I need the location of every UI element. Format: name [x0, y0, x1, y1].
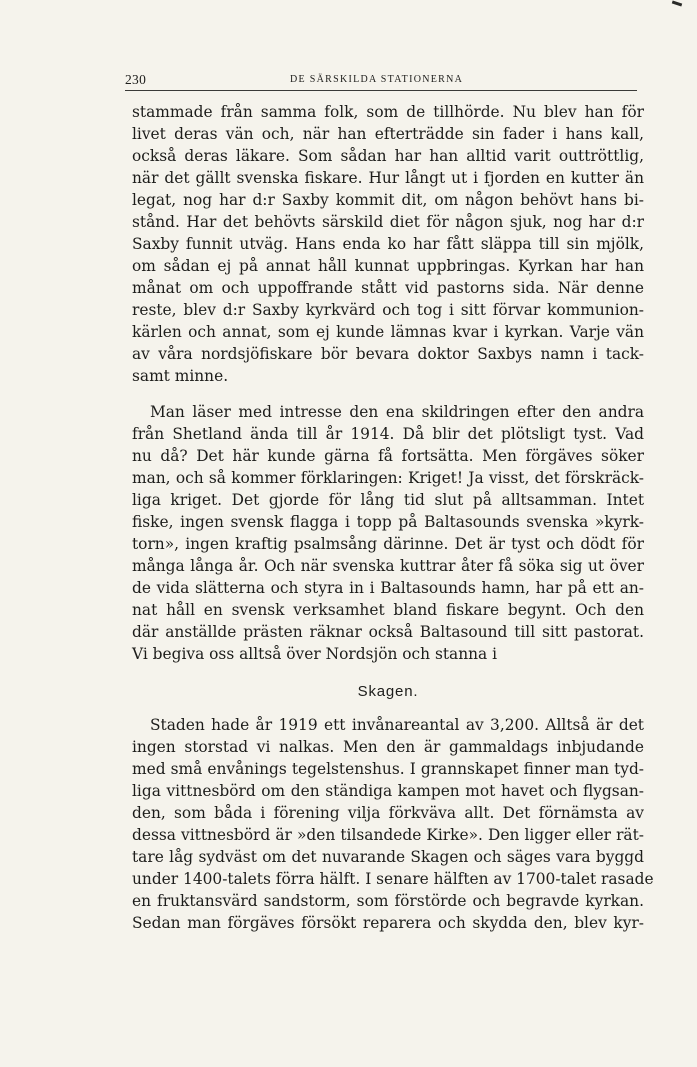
text-line: den, som båda i förening vilja förkväva allt. Det förnämsta av: [132, 804, 644, 822]
text-line: stånd. Har det behövts särskild diet för någon sjuk, nog har d:r: [132, 213, 644, 231]
text-line: från Shetland ända till år 1914. Då blir det plötsligt tyst. Vad: [132, 425, 644, 443]
running-title: DE SÄRSKILDA STATIONERNA: [290, 74, 464, 85]
page-corner-mark: [672, 1, 682, 7]
running-head: [125, 70, 637, 88]
text-line: där anställde prästen räknar också Baltasound till sitt pastorat.: [132, 623, 644, 641]
text-line: nat håll en svensk verksamhet bland fiskare begynt. Och den: [132, 601, 644, 619]
text-line: om sådan ej på annat håll kunnat uppbringas. Kyrkan har han: [132, 257, 644, 275]
text-line: liga kriget. Det gjorde för lång tid slut på alltsamman. Intet: [132, 491, 644, 509]
text-line: Sedan man förgäves försökt reparera och skydda den, blev kyr-: [132, 914, 644, 932]
text-line: liga vittnesbörd om den ständiga kampen mot havet och flygsan-: [132, 782, 644, 800]
text-line: stammade från samma folk, som de tillhörde. Nu blev han för: [132, 103, 644, 121]
text-line: Man läser med intresse den ena skildringen efter den andra: [150, 403, 644, 421]
text-line: av våra nordsjöfiskare bör bevara doktor Saxbys namn i tack-: [132, 345, 644, 363]
text-line: ingen storstad vi nalkas. Men den är gammaldags inbjudande: [132, 738, 644, 756]
text-line: reste, blev d:r Saxby kyrkvärd och tog i sitt förvar kommunion-: [132, 301, 644, 319]
text-line: nu då? Det här kunde gärna få fortsätta. Men förgäves söker: [132, 447, 644, 465]
header-rule: [125, 90, 637, 91]
text-line: samt minne.: [132, 367, 229, 385]
text-line: torn», ingen kraftig psalmsång därinne. Det är tyst och dödt för: [132, 535, 644, 553]
text-line: legat, nog har d:r Saxby kommit dit, om någon behövt hans bi-: [132, 191, 644, 209]
text-line: man, och så kommer förklaringen: Kriget! Ja visst, det förskräck-: [132, 469, 644, 487]
text-line: Staden hade år 1919 ett invånareantal av 3,200. Alltså är det: [150, 716, 644, 734]
text-line: månat om och uppoffrande stått vid pastorns sida. När denne: [132, 279, 644, 297]
text-line: Saxby funnit utväg. Hans enda ko har fått släppa till sin mjölk,: [132, 235, 644, 253]
text-line: livet deras vän och, när han efterträdde sin fader i hans kall,: [132, 125, 644, 143]
text-line: under 1400-talets förra hälft. I senare hälften av 1700-talet rasade: [132, 870, 654, 888]
text-line: en fruktansvärd sandstorm, som förstörde och begravde kyrkan.: [132, 892, 644, 910]
text-line: dessa vittnesbörd är »den tilsandede Kirke». Den ligger eller rät-: [132, 826, 644, 844]
text-line: också deras läkare. Som sådan har han alltid varit outtröttlig,: [132, 147, 644, 165]
text-line: många långa år. Och när svenska kuttrar åter få söka sig ut över: [132, 557, 644, 575]
text-line: Vi begiva oss alltså över Nordsjön och stanna i: [132, 645, 498, 663]
page-number: 230: [125, 72, 147, 87]
section-heading: Skagen.: [357, 683, 419, 700]
text-line: när det gällt svenska fiskare. Hur långt ut i fjorden en kutter än: [132, 169, 644, 187]
text-line: med små envånings tegelstenshus. I grannskapet finner man tyd-: [132, 760, 644, 778]
text-line: de vida slätterna och styra in i Baltasounds hamn, har på ett an-: [132, 579, 644, 597]
text-line: kärlen och annat, som ej kunde lämnas kvar i kyrkan. Varje vän: [132, 323, 644, 341]
text-line: fiske, ingen svensk flagga i topp på Baltasounds svenska »kyrk-: [132, 513, 644, 531]
text-line: tare låg sydväst om det nuvarande Skagen och säges vara byggd: [132, 848, 644, 866]
